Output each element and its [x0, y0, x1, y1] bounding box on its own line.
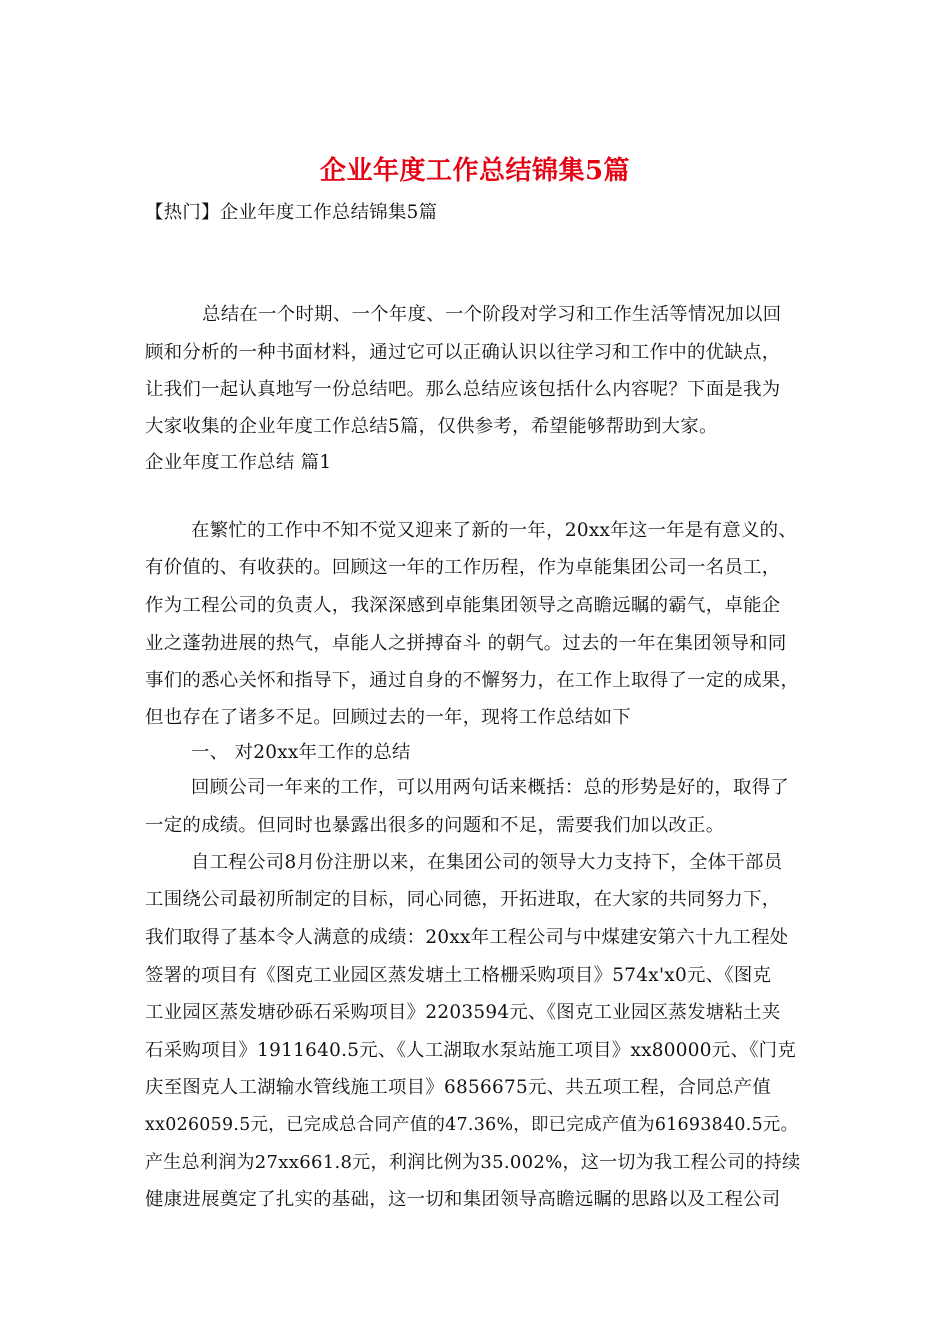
subheading: 一、 对20xx年工作的总结	[191, 742, 411, 763]
paragraph-line: 庆至图克人工湖输水管线施工项目》6856675元、共五项工程，合同总产值	[145, 1077, 772, 1098]
paragraph-line: 健康进展奠定了扎实的基础，这一切和集团领导高瞻远瞩的思路以及工程公司	[145, 1189, 781, 1210]
paragraph-line: 但也存在了诸多不足。回顾过去的一年，现将工作总结如下	[145, 707, 631, 728]
paragraph-line: 签署的项目有《图克工业园区蒸发塘土工格栅采购项目》574x'x0元、《图克	[145, 965, 772, 986]
paragraph-line: 在繁忙的工作中不知不觉又迎来了新的一年，20xx年这一年是有意义的、	[191, 520, 798, 541]
intro-line: 顾和分析的一种书面材料，通过它可以正确认识以往学习和工作中的优缺点，	[145, 342, 781, 363]
intro-line: 大家收集的企业年度工作总结5篇，仅供参考，希望能够帮助到大家。	[145, 416, 718, 437]
paragraph-line: 我们取得了基本令人满意的成绩：20xx年工程公司与中煤建安第六十九工程处	[145, 927, 789, 948]
paragraph-line: xx026059.5元，已完成总合同产值的47.36%，即已完成产值为61693840.5元。	[145, 1115, 799, 1135]
paragraph-line: 事们的悉心关怀和指导下，通过自身的不懈努力，在工作上取得了一定的成果，	[145, 670, 800, 691]
paragraph-line: 作为工程公司的负责人，我深深感到卓能集团领导之高瞻远瞩的霸气，卓能企	[145, 595, 781, 616]
intro-line: 总结在一个时期、一个年度、一个阶段对学习和工作生活等情况加以回	[202, 304, 782, 325]
paragraph-line: 石采购项目》1911640.5元、《人工湖取水泵站施工项目》xx80000元、《门克	[145, 1040, 797, 1061]
paragraph-line: 回顾公司一年来的工作，可以用两句话来概括：总的形势是好的，取得了	[191, 777, 790, 798]
paragraph-line: 有价值的、有收获的。回顾这一年的工作历程，作为卓能集团公司一名员工，	[145, 557, 781, 578]
document-subtitle: 【热门】企业年度工作总结锦集5篇	[145, 202, 438, 223]
paragraph-line: 业之蓬勃进展的热气，卓能人之拼搏奋斗 的朝气。过去的一年在集团领导和同	[145, 633, 787, 654]
paragraph-line: 工业园区蒸发塘砂砾石采购项目》2203594元、《图克工业园区蒸发塘粘土夹	[145, 1002, 781, 1023]
document-title: 企业年度工作总结锦集5篇	[319, 156, 631, 186]
section-heading: 企业年度工作总结 篇1	[145, 452, 332, 473]
paragraph-line: 一定的成绩。但同时也暴露出很多的问题和不足，需要我们加以改正。	[145, 815, 725, 836]
paragraph-line: 产生总利润为27xx661.8元，利润比例为35.002%，这一切为我工程公司的持续	[145, 1152, 801, 1173]
paragraph-line: 工围绕公司最初所制定的目标，同心同德，开拓进取，在大家的共同努力下，	[145, 889, 781, 910]
intro-line: 让我们一起认真地写一份总结吧。那么总结应该包括什么内容呢？下面是我为	[145, 379, 781, 400]
paragraph-line: 自工程公司8月份注册以来，在集团公司的领导大力支持下，全体干部员	[191, 852, 783, 873]
